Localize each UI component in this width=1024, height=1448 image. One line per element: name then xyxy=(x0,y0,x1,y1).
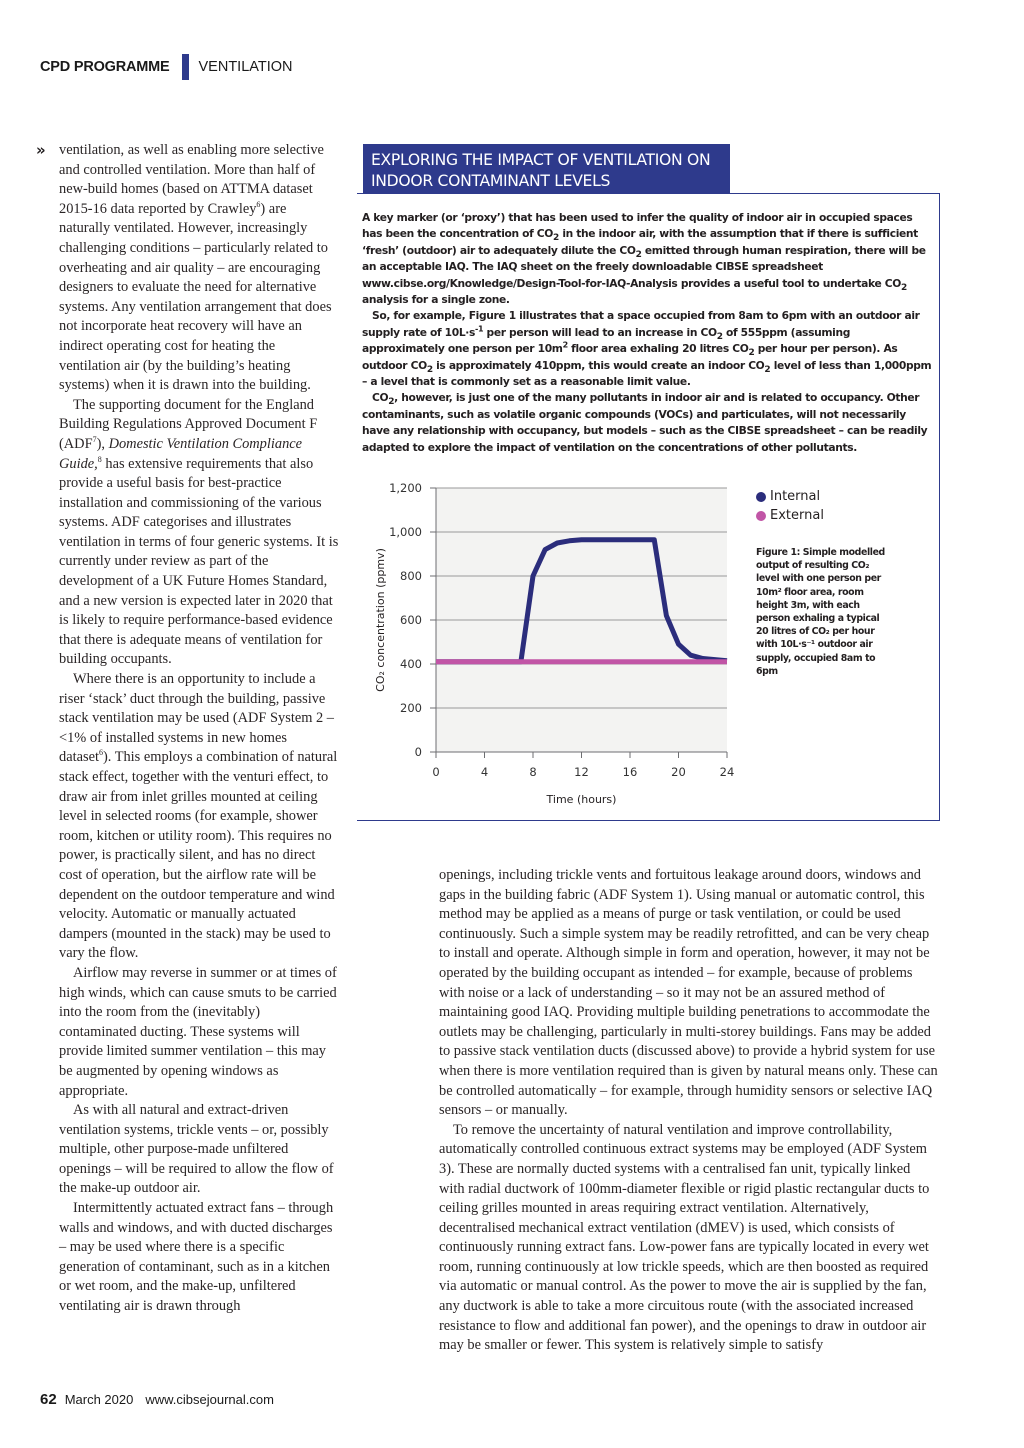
paragraph: So, for example, Figure 1 illustrates that a space occupied from 8am to 6pm with an outdoor air supply rate of $10L\cdot s^{-1}$ per person will lead to an increase in $CO_2$ of 555ppm (assuming approximately one person per $10m^2$ floor area exhaling 20 litres $CO_2$ per hour per person). As outdoor $CO_2$ is approximately 410ppm, this would create an indoor $CO_2$ level of less than 1,000ppm – a level that is commonly set as a reasonable limit value. xyxy=(362,309,932,389)
sidebar-box-title: EXPLORING THE IMPACT OF VENTILATION ON INDOOR CONTAMINANT LEVELS xyxy=(363,144,730,193)
x-tick-label: 8 xyxy=(529,765,537,779)
page-footer xyxy=(40,1391,274,1408)
chart-legend xyxy=(756,487,824,525)
paragraph: Where there is an opportunity to include a riser ‘stack’ duct through the building, passive stack ventilation may be used (ADF System 2 – <1% of installed systems in new homes dataset$^6$). This employs a combination of natural stack effect, together with the venturi effect, to draw air from inlet grilles mounted at ceiling level in selected rooms (for example, shower room, kitchen or utility room). This requires no power, is practically silent, and has no direct cost of operation, but the airflow rate will be dependent on the outdoor temperature and wind velocity. Automatic or manually actuated dampers (mounted in the stack) may be used to vary the flow. xyxy=(59,671,338,962)
y-tick-label: 1,000 xyxy=(389,525,422,539)
y-tick-label: 400 xyxy=(400,657,422,671)
paragraph: To remove the uncertainty of natural ventilation and improve controllability, automatically controlled continuous extract systems may be employed (ADF System 3). These are normally ducted systems with a centralised fan unit, typically linked with radial ductwork of 100mm-diameter flexible or rigid plastic rectangular ducts to ceiling grilles mounted in areas requiring extract ventilation. Alternatively, decentralised mechanical extract ventilation (dMEV) is used, which consists of continuously running extract fans. Low-power fans are typically located in every wet room, running continuously at low trickle speeds, which are then boosted as required via automatic or manual control. As the power to move the air is supplied by the fan, any ductwork is able to take a more circuitous route (with the associated increased resistance to flow and additional fan power), and the openings to draw in outdoor air may be smaller or fewer. This system is relatively simple to satisfy xyxy=(439,1121,930,1354)
issue-date: March 2020 xyxy=(64,1392,134,1407)
y-tick-label: 600 xyxy=(400,613,422,627)
bottom-column xyxy=(439,866,939,1356)
x-tick-label: 16 xyxy=(622,765,638,779)
left-column xyxy=(36,141,339,1317)
website-link[interactable]: www.cibsejournal.com xyxy=(145,1392,274,1407)
legend-dot-icon xyxy=(756,492,766,502)
paragraph: As with all natural and extract-driven ventilation systems, trickle vents – or, possibly multiple, other purpose-made unfiltered openings – will be required to allow the flow of the make-up outdoor air. xyxy=(59,1102,334,1197)
y-tick-label: 0 xyxy=(414,745,422,759)
legend-item-external: External xyxy=(756,506,824,525)
x-tick-label: 4 xyxy=(480,765,489,779)
x-axis-label: Time (hours) xyxy=(546,793,617,806)
topic-label: VENTILATION xyxy=(198,59,293,75)
co2-line-chart xyxy=(357,470,757,815)
double-chevron-right-icon: » xyxy=(36,141,46,159)
paragraph: $CO_2$, however, is just one of the many pollutants in indoor air and is related to occupancy. Other contaminants, such as volatile organic compounds (VOCs) and particulates, will not necessarily have any relationship with occupancy, but models – such as the CIBSE spreadsheet – can be readily adapted to explore the impact of ventilation on the concentrations of other pollutants. xyxy=(362,391,928,454)
figure-caption: Figure 1: Simple modelled output of resulting CO₂ level with one person per 10m² floor area, room height 3m, with each person exhaling a typical 20 litres of CO₂ per hour with 10L·s⁻¹ outdoor air supply, occupied 8am to 6pm xyxy=(756,547,885,677)
paragraph: Airflow may reverse in summer or at times of high winds, which can cause smuts to be carried into the room from the (inevitably) contaminated ducting. These systems will provide limited summer ventilation – this may be augmented by opening windows as appropriate. xyxy=(59,964,337,1099)
x-tick-label: 12 xyxy=(574,765,589,779)
x-tick-label: 20 xyxy=(671,765,686,779)
page-number: 62 xyxy=(40,1391,57,1408)
paragraph: openings, including trickle vents and fortuitous leakage around doors, windows and gaps in the building fabric (ADF System 1). Using manual or automatic control, this method may be applied as a means of purge or task ventilation, or could be used continuously. Such a simple system may be readily retrofitted, and can be very cheap to install and operate. Although simple in form and operation, however, it may not be operated by the building occupant as intended – for example, because of problems with noise or a lack of understanding – so it may not be an assured method of maintaining good IAQ. Providing multiple building penetrations to accommodate the outlets may be challenging, particularly in multi-storey buildings. Fans may be added to passive stack ventilation ducts (discussed above) to provide a hybrid system for use when there is more ventilation required than is given by natural means only. These can be controlled automatically – for example, through humidity sensors or selective IAQ sensors – or manually. xyxy=(439,867,938,1119)
x-tick-label: 24 xyxy=(719,765,735,779)
paragraph: The supporting document for the England Building Regulations Approved Document F (ADF$^7$), Domestic Ventilation Compliance Guide,$^8$ has extensive requirements that also provide a useful basis for best-practice installation and commissioning of the various systems. ADF categorises and illustrates ventilation in terms of four generic systems. It is currently under review as part of the development of a UK Future Homes Standard, and a new version is expected later in 2020 that is likely to require performance-based evidence that there is adequate means of ventilation for building occupants. xyxy=(59,396,339,668)
paragraph: Intermittently actuated extract fans – through walls and windows, and with ducted discharges – may be used where there is a specific generation of contaminant, such as in a kitchen or wet room, and the make-up, unfiltered ventilating air is drawn through xyxy=(59,1200,334,1315)
paragraph: ventilation, as well as enabling more selective and controlled ventilation. More than half of new-build homes (based on ATTMA dataset 2015-16 data reported by Crawley$^6$) are naturally ventilated. However, increasingly challenging conditions – particularly related to overheating and air quality – are encouraging designers to evaluate the need for alternative systems. Any ventilation arrangement that does not incorporate heat recovery will have an indirect operating cost for heating the ventilation air (by the building’s heating systems) when it is drawn into the building. xyxy=(59,142,332,394)
y-tick-label: 800 xyxy=(400,569,422,583)
document-title: Domestic Ventilation Compliance Guide, xyxy=(59,435,303,472)
legend-dot-icon xyxy=(756,511,766,521)
iaq-tool-link[interactable]: www.cibse.org/Knowledge/Design-Tool-for-IAQ-Analysis xyxy=(362,276,678,290)
paragraph: A key marker (or ‘proxy’) that has been used to infer the quality of indoor air in occupied spaces has been the concentration of $CO_2$ in the indoor air, with the assumption that if there is sufficient ‘fresh’ (outdoor) air to adequately dilute the $CO_2$ emitted through human respiration, there will be an acceptable IAQ. The IAQ sheet on the freely downloadable CIBSE spreadsheet www.cibse.org/Knowledge/Design-Tool-for-IAQ-Analysis provides a useful tool to undertake $CO_2$ analysis for a single zone. xyxy=(362,211,926,307)
y-tick-label: 1,200 xyxy=(389,481,422,495)
sidebar-box-body xyxy=(362,210,932,456)
header-divider-bar xyxy=(182,54,189,80)
legend-item-internal: Internal xyxy=(756,487,824,506)
running-header xyxy=(40,54,293,80)
section-label: CPD PROGRAMME xyxy=(40,59,170,75)
x-tick-label: 0 xyxy=(432,765,440,779)
y-axis-label: CO₂ concentration (ppmv) xyxy=(374,548,387,692)
y-tick-label: 200 xyxy=(400,701,422,715)
